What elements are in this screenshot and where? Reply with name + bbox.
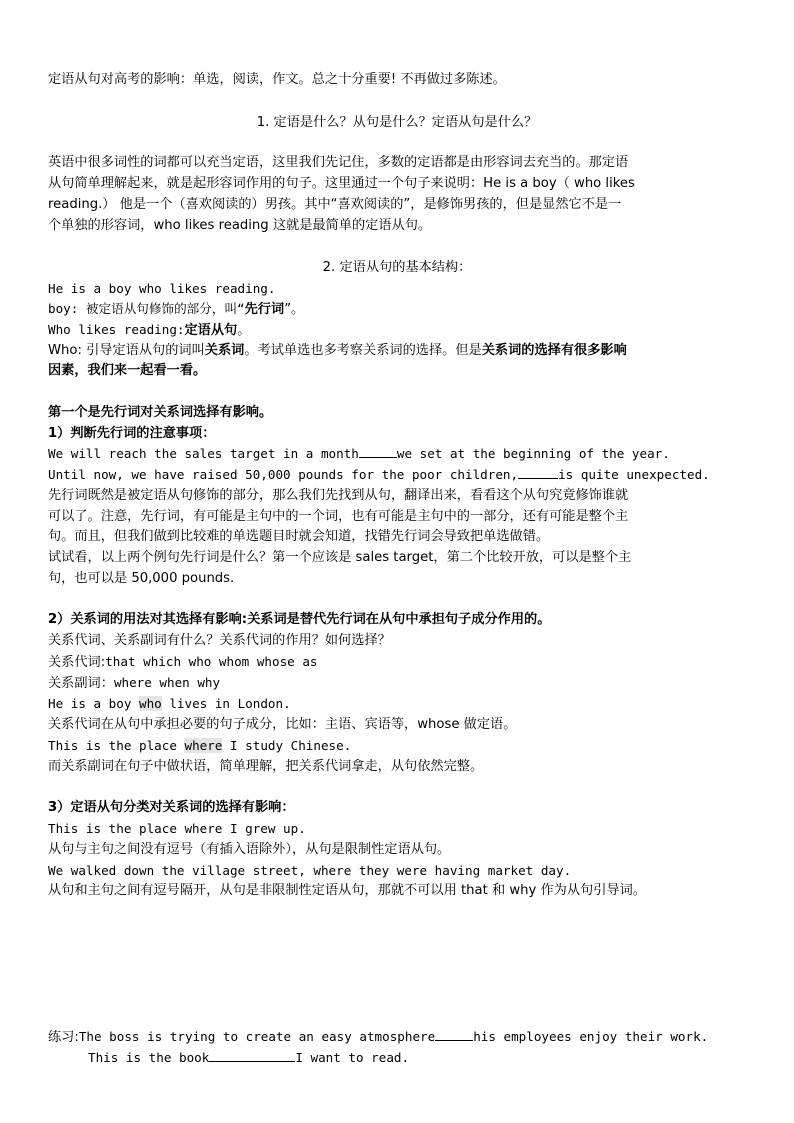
answer-blank <box>435 1028 473 1041</box>
part1-text-line: 先行词既然是被定语从句修饰的部分，那么我们先找到从句，翻译出来，看看这个从句究竟修饰谁就 <box>48 488 629 503</box>
text-span: He is a boy <box>48 696 139 711</box>
text-span: We will reach the sales target in a month <box>48 446 359 461</box>
part2-question: 关系代词、关系副词有什么？关系代词的作用？如何选择？ <box>48 633 391 648</box>
text-span: I want to read. <box>295 1050 410 1065</box>
answer-blank <box>209 1049 295 1062</box>
text-span: boy: 被定语从句修饰的部分，叫“ <box>48 301 245 316</box>
part1-heading: 第一个是先行词对关系词选择有影响。 <box>48 405 273 420</box>
bold-term: 定语从句 <box>184 323 238 338</box>
section2-boy-line <box>48 299 304 320</box>
text-span: 关系副词： <box>48 676 114 691</box>
practice-label: 练习: <box>48 1030 79 1045</box>
part1-subheading: 1）判断先行词的注意事项： <box>48 426 216 441</box>
part3-text-line: 从句和主句之间有逗号隔开，从句是非限制性定语从句，那就不可以用 that 和 why 作为从句引导词。 <box>48 883 646 898</box>
bold-term: 先行词 <box>244 302 285 317</box>
section2-who-line <box>48 320 250 341</box>
section1-heading: 1. 定语是什么？从句是什么？定语从句是什么？ <box>256 115 538 130</box>
section2-rel-line-cont: 因素，我们来一起看一看。 <box>48 363 207 378</box>
text-span: Who: 引导定语从句的词叫 <box>48 343 205 358</box>
part2-example-2 <box>48 736 351 756</box>
bold-term: 关系词 <box>204 343 245 358</box>
text-span: is quite unexpected. <box>558 467 710 482</box>
part2-text-line: 关系代词在从句中承担必要的句子成分，比如：主语、宾语等，whose 做定语。 <box>48 717 517 732</box>
part1-text-line: 句。而且，但我们做到比较难的单选题目时就会知道，找错先行词会导致把单选做错。 <box>48 529 550 544</box>
section1-paragraph-line: 英语中很多词性的词都可以充当定语，这里我们先记住，多数的定语都是由形容词去充当的。那定语 <box>48 155 629 170</box>
section2-heading: 2. 定语从句的基本结构： <box>322 260 472 275</box>
text-span: his employees enjoy their work. <box>473 1029 709 1044</box>
section1-paragraph-line: 从句简单理解起来，就是起形容词作用的句子。这里通过一个句子来说明：He is a boy（ who likes <box>48 176 635 191</box>
text-span: This is the book <box>88 1050 210 1065</box>
answer-blank <box>359 445 397 458</box>
part3-heading: 3）定语从句分类对关系词的选择有影响： <box>48 800 295 815</box>
part1-text-line: 试试看，以上两个例句先行词是什么？第一个应该是 sales target，第二个比较开放，可以是整个主 <box>48 550 632 565</box>
part2-text-line: 而关系副词在句子中做状语，简单理解，把关系代词拿走，从句依然完整。 <box>48 759 484 774</box>
text-span: Until now, we have raised 50,000 pounds for the poor children, <box>48 467 519 482</box>
text-span: Who likes reading: <box>48 322 185 337</box>
text-span: 关系代词: <box>48 655 106 670</box>
part2-example-1 <box>48 694 291 714</box>
text-span: The boss is trying to create an easy atmosphere <box>78 1029 436 1044</box>
text-span: I study Chinese. <box>222 738 352 753</box>
text-span: we set at the beginning of the year. <box>396 446 670 461</box>
text-span: This is the place <box>48 738 185 753</box>
practice-question-2 <box>88 1048 409 1068</box>
part2-pronouns <box>48 652 318 673</box>
section2-example: He is a boy who likes reading. <box>48 281 276 296</box>
part1-text-line: 可以了。注意，先行词，有可能是主句中的一个词，也有可能是主句中的一部分，还有可能是整个主 <box>48 509 629 524</box>
part3-example-2: We walked down the village street, where they were having market day. <box>48 863 572 878</box>
part3-example-1: This is the place where I grew up. <box>48 821 306 836</box>
part1-text-line: 句，也可以是 50,000 pounds. <box>48 571 235 586</box>
section1-paragraph-line: 个单独的形容词，who likes reading 这就是最简单的定语从句。 <box>48 218 432 233</box>
text-span: ”。 <box>284 302 305 317</box>
part2-heading: 2）关系词的用法对其选择有影响:关系词是替代先行词在从句中承担句子成分作用的。 <box>48 612 551 627</box>
section2-rel-line <box>48 341 627 361</box>
text-span: 。考试单选也多考察关系词的选择。但是 <box>244 343 482 358</box>
part2-adverbs <box>48 673 220 694</box>
part1-example-2 <box>48 465 710 485</box>
text-span: 。 <box>237 323 251 338</box>
intro-text: 定语从句对高考的影响：单选，阅读，作文。总之十分重要! 不再做过多陈述。 <box>48 72 506 87</box>
text-span: that which who whom whose as <box>105 654 318 669</box>
answer-blank <box>518 466 558 479</box>
highlighted-word: who <box>139 696 162 711</box>
highlighted-word: where <box>184 738 223 753</box>
practice-question-1 <box>48 1027 708 1048</box>
part1-example-1 <box>48 444 670 464</box>
text-span: lives in London. <box>161 696 291 711</box>
text-span: where when why <box>113 675 221 690</box>
part3-text-line: 从句与主句之间没有逗号（有插入语除外），从句是限制性定语从句。 <box>48 842 451 857</box>
section1-paragraph-line: reading.） 他是一个（喜欢阅读的）男孩。其中“喜欢阅读的”，是修饰男孩的，但是显然它不是一 <box>48 197 622 212</box>
bold-term: 关系词的选择有很多影响 <box>481 343 627 358</box>
